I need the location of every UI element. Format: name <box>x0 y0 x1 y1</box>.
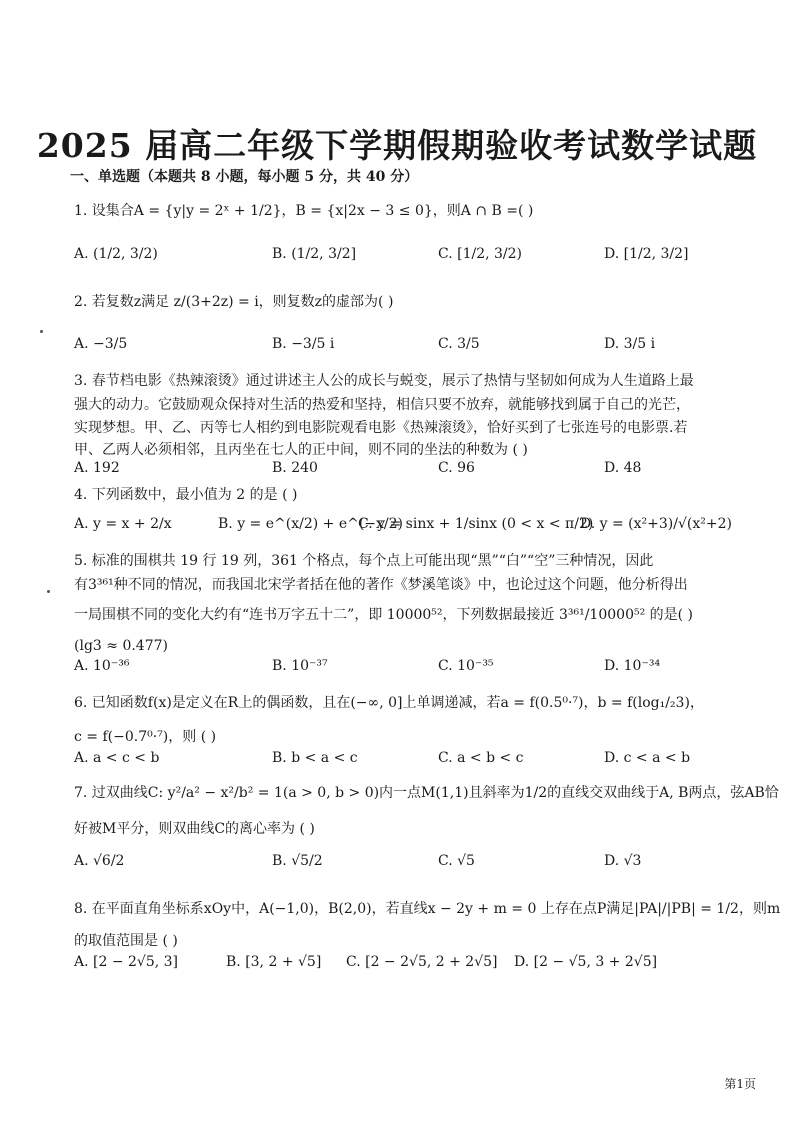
question-6-stem-line-2: c = f(−0.7⁰·⁷)，则 ( ) <box>74 729 217 745</box>
question-6-option-b: B. b < a < c <box>272 750 358 766</box>
question-1-option-c: C. [1/2, 3/2) <box>438 246 522 262</box>
page-number: 第1页 <box>724 1077 756 1091</box>
question-2-option-a: A. −3/5 <box>74 336 128 352</box>
question-4-option-d: D. y = (x²+3)/√(x²+2) <box>580 516 732 532</box>
question-4-option-a: A. y = x + 2/x <box>74 516 172 532</box>
question-3-stem-line-1: 3. 春节档电影《热辣滚烫》通过讲述主人公的成长与蜕变，展示了热情与坚韧如何成为人生道路上最 <box>74 373 694 389</box>
question-8-option-c: C. [2 − 2√5, 2 + 2√5] <box>346 954 498 970</box>
question-6-stem-line-1: 6. 已知函数f(x)是定义在R上的偶函数，且在(−∞, 0]上单调递减，若a = f(0.5⁰·⁷)，b = f(log₁/₂3)， <box>74 695 704 711</box>
question-3-stem-line-2: 强大的动力。它鼓励观众保持对生活的热爱和坚持，相信只要不放弃，就能够找到属于自己的光芒， <box>74 397 690 413</box>
question-6-option-a: A. a < c < b <box>74 750 160 766</box>
question-8-option-d: D. [2 − √5, 3 + 2√5] <box>514 954 658 970</box>
question-3-option-b: B. 240 <box>272 460 318 476</box>
question-3-stem-line-4: 甲、乙两人必须相邻，且丙坐在七人的正中间，则不同的坐法的种数为 ( ) <box>74 442 528 458</box>
question-3-option-d: D. 48 <box>604 460 642 476</box>
question-6-option-c: C. a < b < c <box>438 750 524 766</box>
question-2-option-d: D. 3/5 i <box>604 336 656 352</box>
question-5-option-c: C. 10⁻³⁵ <box>438 658 494 674</box>
question-7-stem-line-1: 7. 过双曲线C: y²/a² − x²/b² = 1(a > 0, b > 0)内一点M(1,1)且斜率为1/2的直线交双曲线于A, B两点，弦AB恰 <box>74 785 779 801</box>
question-4-option-b: B. y = e^(x/2) + e^(−x/2) <box>218 516 404 532</box>
question-8-option-b: B. [3, 2 + √5] <box>226 954 322 970</box>
question-5-option-b: B. 10⁻³⁷ <box>272 658 328 674</box>
question-5-stem-line-2: 有3³⁶¹种不同的情况，而我国北宋学者括在他的著作《梦溪笔谈》中，也论过这个问题，他分析得出 <box>74 577 688 593</box>
question-8-stem-line-2: 的取值范围是 ( ) <box>74 933 178 949</box>
question-2-option-b: B. −3/5 i <box>272 336 335 352</box>
question-2-stem: 2. 若复数z满足 z/(3+2z) = i，则复数z的虚部为( ) <box>74 294 394 310</box>
scan-speck <box>47 590 50 593</box>
question-3-stem-line-3: 实现梦想。甲、乙、丙等七人相约到电影院观看电影《热辣滚烫》，恰好买到了七张连号的电影票.若 <box>74 420 688 436</box>
scan-speck <box>40 330 43 333</box>
question-5-stem-line-4: (lg3 ≈ 0.477) <box>74 638 168 654</box>
question-5-option-d: D. 10⁻³⁴ <box>604 658 661 674</box>
question-2-option-c: C. 3/5 <box>438 336 480 352</box>
question-4-stem: 4. 下列函数中，最小值为 2 的是 ( ) <box>74 487 298 503</box>
page-title: 2025 届高二年级下学期假期验收考试数学试题 <box>36 126 758 165</box>
question-7-option-a: A. √6/2 <box>74 853 125 869</box>
question-1-option-d: D. [1/2, 3/2] <box>604 246 689 262</box>
question-1-stem: 1. 设集合A = {y|y = 2ˣ + 1/2}，B = {x|2x − 3 ≤ 0}，则A ∩ B =( ) <box>74 203 534 219</box>
question-3-option-c: C. 96 <box>438 460 475 476</box>
question-7-stem-line-2: 好被M平分，则双曲线C的离心率为 ( ) <box>74 821 315 837</box>
question-5-stem-line-3: 一局围棋不同的变化大约有“连书万字五十二”，即 10000⁵²，下列数据最接近 3³⁶¹/10000⁵² 的是( ) <box>74 607 694 623</box>
question-1-option-a: A. (1/2, 3/2) <box>74 246 158 262</box>
question-5-option-a: A. 10⁻³⁶ <box>74 658 130 674</box>
question-5-stem-line-1: 5. 标准的围棋共 19 行 19 列，361 个格点，每个点上可能出现“黑”“白”“空”三种情况，因此 <box>74 553 654 569</box>
question-7-option-c: C. √5 <box>438 853 475 869</box>
question-1-option-b: B. (1/2, 3/2] <box>272 246 357 262</box>
question-6-option-d: D. c < a < b <box>604 750 691 766</box>
question-3-option-a: A. 192 <box>74 460 120 476</box>
section-heading: 一、单选题（本题共 8 小题，每小题 5 分，共 40 分） <box>70 169 419 185</box>
question-7-option-d: D. √3 <box>604 853 642 869</box>
question-4-option-c: C. y = sinx + 1/sinx (0 < x < π/2) <box>358 516 594 532</box>
question-7-option-b: B. √5/2 <box>272 853 323 869</box>
question-8-option-a: A. [2 − 2√5, 3] <box>74 954 179 970</box>
question-8-stem-line-1: 8. 在平面直角坐标系xOy中，A(−1,0)，B(2,0)，若直线x − 2y + m = 0 上存在点P满足|PA|/|PB| = 1/2，则m <box>74 901 781 917</box>
